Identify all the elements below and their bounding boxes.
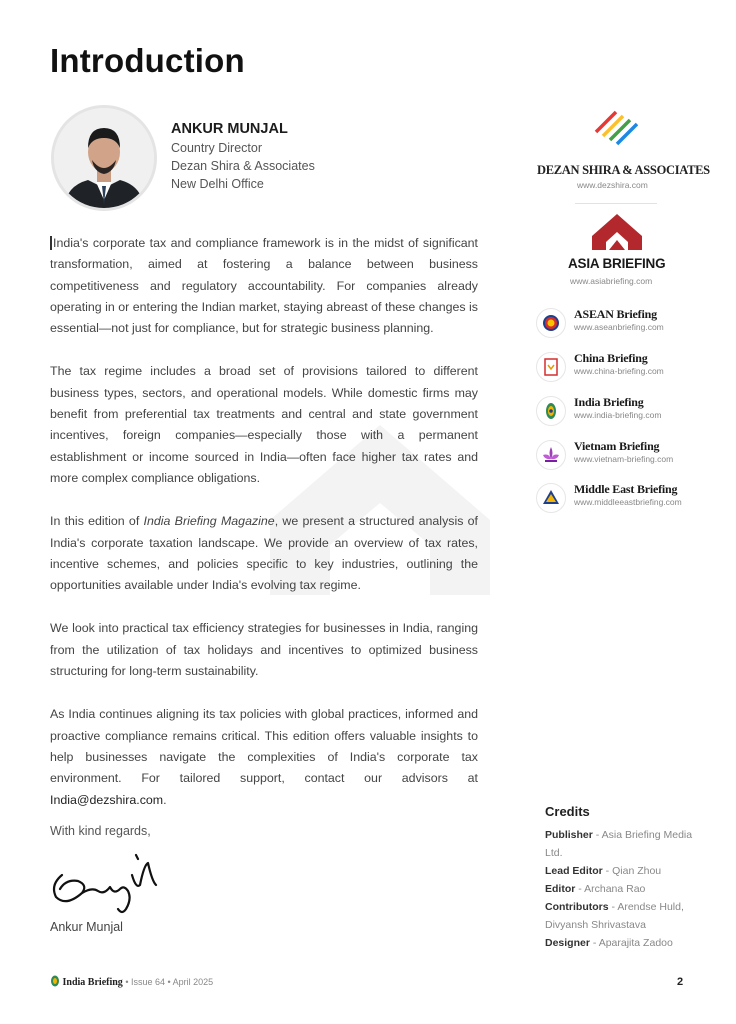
- asia-briefing-logo-icon: [592, 214, 642, 250]
- page-number: 2: [677, 976, 684, 988]
- vietnam-briefing-entry[interactable]: [536, 438, 726, 474]
- credits-heading: Credits: [545, 804, 590, 819]
- footer-brand: India Briefing: [62, 977, 123, 988]
- contact-email-link[interactable]: India@dezshira.com: [50, 792, 164, 807]
- credit-designer-value: Aparajita Zadoo: [598, 937, 673, 949]
- asia-briefing-url[interactable]: www.asiabriefing.com: [570, 276, 653, 286]
- india-emblem-icon: [536, 396, 566, 426]
- credit-publisher-value: Asia Briefing Media Ltd.: [545, 829, 693, 859]
- author-role: Country Director: [171, 141, 262, 155]
- author-name: ANKUR MUNJAL: [171, 121, 288, 137]
- china-briefing-name: China Briefing: [574, 351, 648, 365]
- author-company: Dezan Shira & Associates: [171, 159, 315, 173]
- paragraph-3: [50, 511, 478, 596]
- asean-briefing-entry[interactable]: [536, 306, 726, 342]
- paragraph-3-start: In this edition of: [50, 514, 144, 529]
- signature-image: [48, 845, 168, 917]
- paragraph-5-end: .: [163, 792, 167, 807]
- footer: India Briefing • Issue 64 • April 2025: [50, 975, 213, 988]
- author-portrait-illustration: [54, 108, 154, 208]
- paragraph-4: We look into practical tax efficiency strategies for businesses in India, ranging from the utilization of tax holidays and incentives to optimized business structuring for long-term sustainability.: [50, 621, 478, 679]
- india-briefing-name: India Briefing: [574, 395, 644, 409]
- credit-editor: Editor - Archana Rao: [545, 883, 646, 895]
- dezan-shira-name: DEZAN SHIRA & ASSOCIATES: [537, 163, 710, 177]
- middle-east-briefing-name: Middle East Briefing: [574, 482, 678, 496]
- credit-lead-editor: Lead Editor - Qian Zhou: [545, 865, 662, 877]
- credit-publisher-label: Publisher: [545, 829, 593, 841]
- credit-contributors-label: Contributors: [545, 901, 609, 913]
- paragraph-5: [50, 704, 478, 810]
- paragraph-2: The tax regime includes a broad set of provisions tailored to different business types, sectors, and operational models. While domestic firms may benefit from preferential tax treatments and central and state government incentives, foreign companies—especially those with a permanent establishment or income sourced in India—often face higher tax rates and more complex compliance obligations.: [50, 364, 478, 485]
- credit-designer: Designer - Aparajita Zadoo: [545, 937, 673, 949]
- vietnam-emblem-icon: [536, 440, 566, 470]
- india-briefing-footer-icon: [50, 975, 60, 987]
- credit-designer-label: Designer: [545, 937, 590, 949]
- author-office: New Delhi Office: [171, 177, 264, 191]
- credit-lead-editor-value: Qian Zhou: [612, 865, 662, 877]
- china-emblem-icon: [536, 352, 566, 382]
- footer-date: April 2025: [172, 977, 214, 987]
- closing-regards: With kind regards,: [50, 824, 151, 838]
- india-briefing-url[interactable]: www.india-briefing.com: [574, 410, 662, 420]
- asean-emblem-icon: [536, 308, 566, 338]
- middle-east-briefing-url[interactable]: www.middleeastbriefing.com: [574, 497, 682, 507]
- paragraph-1: India's corporate tax and compliance framework is in the midst of significant transformation, aimed at fostering a balance between business competitiveness and regulatory accountability. For companies already operating in or entering the Indian market, staying abreast of these changes is essential—not just for compliance, but for strategic business planning.: [50, 236, 478, 336]
- page-title: Introduction: [50, 42, 245, 79]
- middle-east-briefing-entry[interactable]: [536, 481, 726, 517]
- asean-briefing-url[interactable]: www.aseanbriefing.com: [574, 322, 664, 332]
- credit-contributors: Contributors - Arendse Huld, Divyansh Shrivastava: [545, 901, 684, 931]
- asean-briefing-name: ASEAN Briefing: [574, 307, 657, 321]
- china-briefing-url[interactable]: www.china-briefing.com: [574, 366, 664, 376]
- paragraph-3-rest: , we present a structured analysis of India's corporate taxation landscape. We provide an overview of tax rates, incentive schemes, and policies specific to key industries, outlining the opportunities available under India's evolving tax regime.: [50, 514, 479, 593]
- dezan-shira-logo-icon: [594, 106, 638, 146]
- footer-issue: Issue 64: [130, 977, 165, 987]
- vietnam-briefing-name: Vietnam Briefing: [574, 439, 660, 453]
- divider: [575, 203, 657, 204]
- asia-briefing-name: ASIA BRIEFING: [568, 256, 666, 271]
- india-briefing-entry[interactable]: [536, 394, 726, 430]
- author-photo: [51, 105, 157, 211]
- magazine-title: India Briefing Magazine: [143, 514, 275, 529]
- middle-east-emblem-icon: [536, 483, 566, 513]
- credit-editor-value: Archana Rao: [584, 883, 646, 895]
- credit-contributors-value: Arendse Huld, Divyansh Shrivastava: [545, 901, 684, 931]
- article-body: [50, 233, 478, 833]
- credit-editor-label: Editor: [545, 883, 576, 895]
- paragraph-5-start: As India continues aligning its tax policies with global practices, informed and proactive compliance remains critical. This edition offers valuable insights to help businesses navigate the complexities of India's corporate tax environment. For tailored support, contact our advisors at: [50, 707, 478, 786]
- credit-lead-editor-label: Lead Editor: [545, 865, 603, 877]
- dezan-shira-url[interactable]: www.dezshira.com: [577, 180, 648, 190]
- vietnam-briefing-url[interactable]: www.vietnam-briefing.com: [574, 454, 674, 464]
- credit-publisher: Publisher - Asia Briefing Media Ltd.: [545, 829, 693, 859]
- signer-name: Ankur Munjal: [50, 920, 123, 934]
- china-briefing-entry[interactable]: [536, 350, 726, 386]
